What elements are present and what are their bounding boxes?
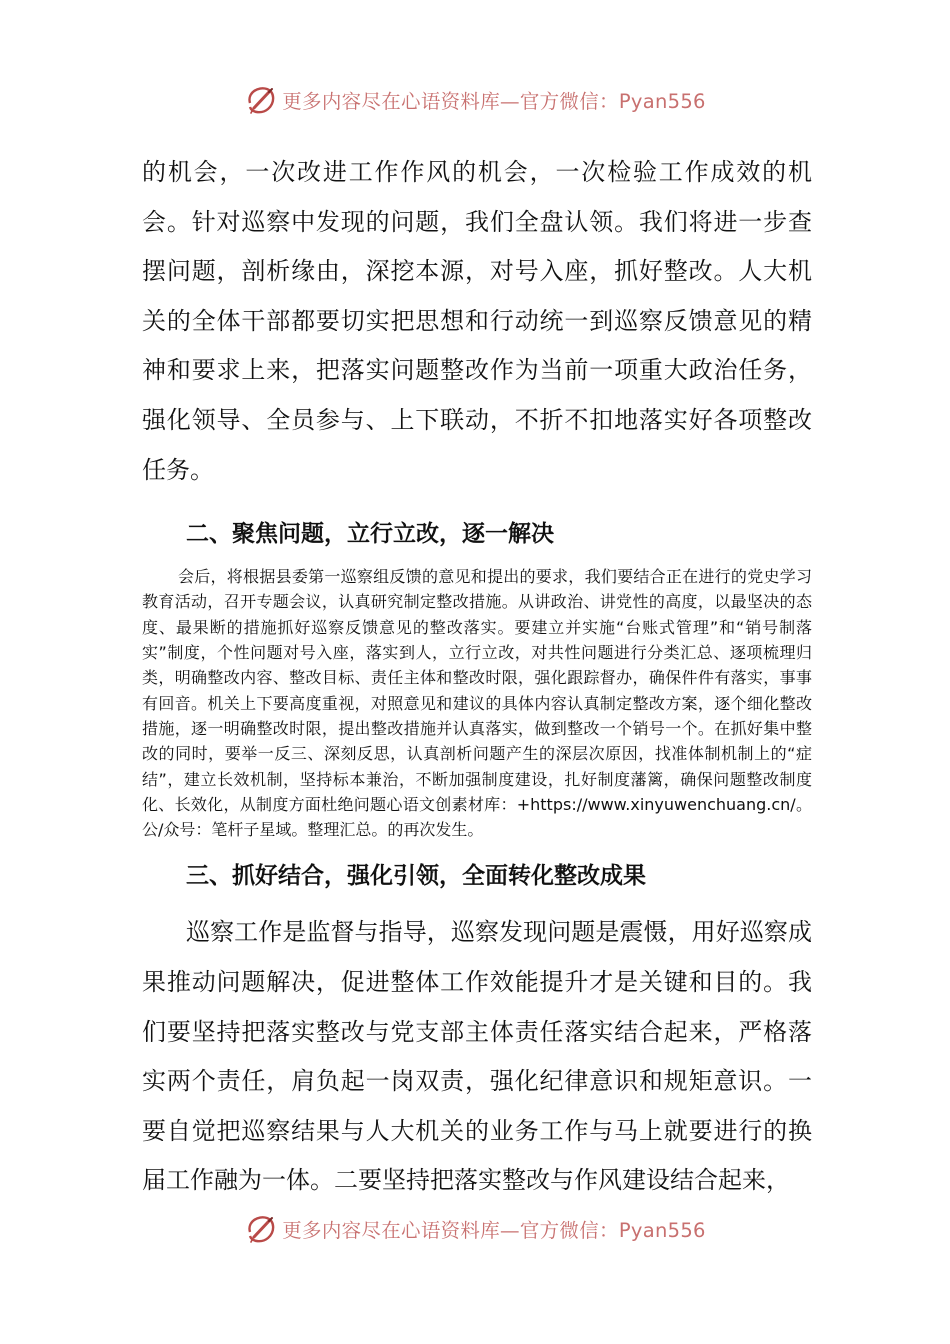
pen-swirl-logo-icon <box>244 1212 278 1246</box>
wechat-id: Pyan556 <box>618 90 706 113</box>
paragraph-2: 会后，将根据县委第一巡察组反馈的意见和提出的要求，我们要结合正在进行的党史学习教育活动，召开专题会议，认真研究制定整改措施。从讲政治、讲党性的高度，以最坚决的态度、最果断的措施抓好巡察反馈意见的整改落实。要建立并实施“台账式管理”和“销号制落实”制度，个性问题对号入座，落实到人，立行立改，对共性问题进行分类汇总、逐项梳理归类，明确整改内容、整改目标、责任主体和整改时限，强化跟踪督办，确保件件有落实，事事有回音。机关上下要高度重视，对照意见和建议的具体内容认真制定整改方案，逐个细化整改措施，逐一明确整改时限，提出整改措施并认真落实，做到整改一个销号一个。在抓好集中整改的同时，要举一反三、深刻反思，认真剖析问题产生的深层次原因，找准体制机制上的“症结”，建立长效机制，坚持标本兼治，不断加强制度建设，扎好制度藩篱，确保问题整改制度化、长效化，从制度方面杜绝问题心语文创素材库：+https://www.xinyuwenchuang.cn/。公/众号：笔杆子星域。整理汇总。的再次发生。 <box>142 567 812 840</box>
watermark-text: 更多内容尽在心语资料库—官方微信：Pyan556 <box>282 90 706 113</box>
wechat-id: Pyan556 <box>618 1219 706 1242</box>
section-heading-2: 二、聚焦问题，立行立改，逐一解决 <box>186 521 554 548</box>
document-body <box>142 148 812 1206</box>
paragraph-1: 的机会，一次改进工作作风的机会，一次检验工作成效的机会。针对巡察中发现的问题，我们全盘认领。我们将进一步查摆问题，剖析缘由，深挖本源，对号入座，抓好整改。人大机关的全体干部都要切实把思想和行动统一到巡察反馈意见的精神和要求上来，把落实问题整改作为当前一项重大政治任务，强化领导、全员参与、上下联动，不折不扣地落实好各项整改任务。 <box>142 158 812 484</box>
watermark-text: 更多内容尽在心语资料库—官方微信：Pyan556 <box>282 1219 706 1242</box>
pen-swirl-logo-icon <box>244 83 278 117</box>
section-heading-3: 三、抓好结合，强化引领，全面转化整改成果 <box>186 863 646 890</box>
paragraph-3: 巡察工作是监督与指导，巡察发现问题是震慑，用好巡察成果推动问题解决，促进整体工作效能提升才是关键和目的。我们要坚持把落实整改与党支部主体责任落实结合起来，严格落实两个责任，肩负起一岗双责，强化纪律意识和规矩意识。一要自觉把巡察结果与人大机关的业务工作与马上就要进行的换届工作融为一体。二要坚持把落实整改与作风建设结合起来， <box>142 918 812 1195</box>
footer-watermark <box>0 1209 950 1249</box>
header-watermark <box>0 80 950 120</box>
